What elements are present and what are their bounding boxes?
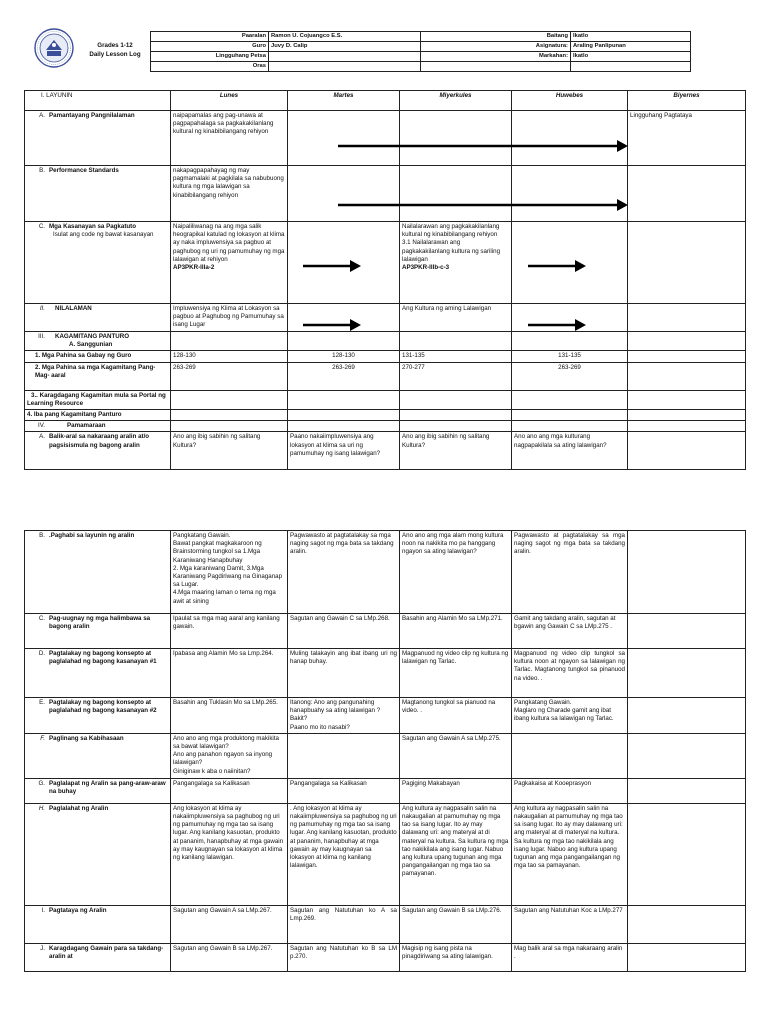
cell-thursday: Ang kultura ay nagpasalin salin na nakaugalian at pamumuhay ng mga tao sa isang lugar. Ito ay may dalawang uri: ang materyal at di materyal na kultura. Sa kultura ng mga tao nakikilala ang isang lugar. Nabuo ang kultura upang tugunan ang mga pangangailangan ng mga tao sa pamayanan. bbox=[512, 803, 628, 905]
cell-thursday bbox=[512, 332, 628, 351]
cell-thursday bbox=[512, 390, 628, 409]
grades-title: Grades 1-12 Daily Lesson Log bbox=[89, 42, 141, 58]
cell-tuesday: Sagutan ang Natutuhan ko B sa LM p.270. bbox=[288, 943, 400, 971]
cell-wednesday: Magisip ng isang pista na pinagdiriwang sa ating lalawigan. bbox=[400, 943, 512, 971]
cell-monday: Ipabasa ang Alamin Mo sa Lmp.264. bbox=[171, 649, 288, 698]
cell-monday: naipapamalas ang pag-unawa at pagpapahalaga sa pagkakakilanlang kultural ng kinabibilangang rehiyon bbox=[171, 111, 288, 166]
header-label: Baitang bbox=[421, 32, 571, 42]
right-arrow-icon bbox=[528, 318, 586, 332]
cell-friday bbox=[628, 390, 746, 409]
cell-thursday: Pangkatang Gawain. Maglaro ng Charade gamit ang ibat ibang kultura sa lalawigan ng Tarlac. bbox=[512, 698, 628, 734]
cell-wednesday bbox=[400, 332, 512, 351]
header-label bbox=[421, 62, 571, 72]
row-nilalaman bbox=[25, 304, 746, 332]
cell-monday: Impluwensiya ng Klima at Lokasyon sa pagbuo at Paghubog ng Pamumuhay sa isang Lugar bbox=[171, 304, 288, 332]
right-arrow-icon bbox=[338, 139, 628, 153]
row-sublabel: A. Sanggunian bbox=[69, 341, 113, 349]
header-value: Ramon U. Cojuangco E.S. bbox=[269, 32, 421, 42]
row-label: A. Pamantayang Pangnilalaman bbox=[25, 111, 171, 166]
header-value bbox=[571, 62, 691, 72]
cell-thursday: 131-135 bbox=[512, 351, 628, 362]
row-label: B. .Paghabi sa layunin ng aralin bbox=[25, 531, 171, 614]
cell-friday bbox=[628, 351, 746, 362]
cell-friday bbox=[628, 943, 746, 971]
row-mga-kasanayan bbox=[25, 222, 746, 304]
cell-tuesday: Sagutan ang Natutuhan ko A sa Lmp.269. bbox=[288, 905, 400, 943]
deped-seal-icon bbox=[34, 28, 74, 68]
cell-tuesday bbox=[288, 332, 400, 351]
day-thursday: Huwebes bbox=[512, 91, 628, 111]
cell-thursday: 263-269 bbox=[512, 362, 628, 390]
row-karagdagang-kagamitan bbox=[25, 390, 746, 409]
row-paghabi-sa-layunin bbox=[25, 531, 746, 614]
row-label: F. Paglinang sa Kabihasaan bbox=[25, 733, 171, 778]
cell-friday bbox=[628, 778, 746, 803]
cell-friday bbox=[628, 649, 746, 698]
header-value: Juvy D. Calip bbox=[269, 42, 421, 52]
row-paglalapat bbox=[25, 778, 746, 803]
cell-wednesday: Pagiging Makabayan bbox=[400, 778, 512, 803]
header-label: Paaralan bbox=[151, 32, 269, 42]
row-pagtalakay-2 bbox=[25, 698, 746, 734]
row-label: 1. Mga Pahina sa Gabay ng Guro bbox=[25, 351, 171, 362]
cell-wednesday: Magtanong tungkol sa pianuod na video. . bbox=[400, 698, 512, 734]
cell-tuesday bbox=[288, 390, 400, 409]
header-label: Markahan: bbox=[421, 52, 571, 62]
row-label: III. KAGAMITANG PANTURO A. Sanggunian bbox=[25, 332, 171, 351]
header-label: Asignatura: bbox=[421, 42, 571, 52]
cell-wednesday: Sagutan ang Gawain B sa LMp.276. bbox=[400, 905, 512, 943]
cell-wednesday bbox=[400, 111, 512, 166]
cell-monday: 263-269 bbox=[171, 362, 288, 390]
cell-wednesday: Ano ano ang mga alam mong kultura noon na nakikita mo pa hanggang ngayon sa ating lalawigan? bbox=[400, 531, 512, 614]
row-label: IV. Pamamaraan bbox=[25, 421, 171, 432]
header-row bbox=[151, 52, 691, 62]
cell-wednesday bbox=[400, 421, 512, 432]
cell-friday bbox=[628, 432, 746, 470]
cell-monday bbox=[171, 421, 288, 432]
row-paglalahat bbox=[25, 803, 746, 905]
row-label: E. Pagtalakay ng bagong konsepto at paglalahad ng bagong kasanayan #2 bbox=[25, 698, 171, 734]
cell-thursday bbox=[512, 166, 628, 222]
row-balik-aral bbox=[25, 432, 746, 470]
cell-tuesday bbox=[288, 409, 400, 420]
cell-text: Naipaliliwanag na ang mga salik heograpikal katulad ng lokasyon at klima ay naka impluwensiya sa pagbuo at paghubog ng uri ng pamumuhay ng mga lalawigan at rehiyon bbox=[173, 223, 285, 263]
right-arrow-icon bbox=[528, 259, 586, 273]
cell-thursday bbox=[512, 421, 628, 432]
cell-tuesday bbox=[288, 166, 400, 222]
cell-friday bbox=[628, 421, 746, 432]
header-value: Araling Panlipunan bbox=[571, 42, 691, 52]
cell-monday: Ano ang ibig sabihin ng salitang Kultura? bbox=[171, 432, 288, 470]
day-header-row bbox=[25, 91, 746, 111]
cell-friday bbox=[628, 531, 746, 614]
row-label: J. Karagdagang Gawain para sa takdang- aralin at bbox=[25, 943, 171, 971]
cell-monday: Basahin ang Tuklasin Mo sa LMp.265. bbox=[171, 698, 288, 734]
cell-monday bbox=[171, 222, 288, 304]
cell-tuesday: 128-130 bbox=[288, 351, 400, 362]
header-row bbox=[151, 32, 691, 42]
row-karagdagang-gawain bbox=[25, 943, 746, 971]
cell-friday bbox=[628, 409, 746, 420]
row-label: A. Balik-aral sa nakaraang aralin at/o pagsisismula ng bagong aralin bbox=[25, 432, 171, 470]
header-row bbox=[151, 42, 691, 52]
header-info-table bbox=[150, 31, 691, 72]
day-friday: Biyernes bbox=[628, 91, 746, 111]
cell-tuesday: . Ang lokasyon at klima ay nakaiimpluwensiya sa paghubog ng uri ng pamumuhay ng mga tao sa isang lugar. Ang kanilang kasuotan, produkto at pananim, hanapbuhay at mga gawain ay may kaugnayan sa lokasyon at klima ng kanilang lalawigan. bbox=[288, 803, 400, 905]
cell-thursday bbox=[512, 733, 628, 778]
cell-wednesday: Ang Kultura ng aming Lalawigan bbox=[400, 304, 512, 332]
cell-thursday: Magpanuod ng video clip tungkol sa kultura noon at ngayon sa lalawigan ng Tarlac. Magtanong tungkol sa pinanuod na video. . bbox=[512, 649, 628, 698]
cell-friday bbox=[628, 698, 746, 734]
cell-monday: Ang lokasyon at klima ay nakaiimpluwensiya sa paghubog ng uri ng pamumuhay ng mga tao sa isang lugar. Ang kanilang kasuotan, produkto at pananim, hanapbuhay at mga gawain ay may kaugnayan sa lokasyon at klima ng kanilang lalawigan. bbox=[171, 803, 288, 905]
cell-tuesday: Pagwawasto at pagtatalakay sa mga naging sagot ng mga bata sa takdang aralin. bbox=[288, 531, 400, 614]
competency-code: AP3PKR-IIIb-c-3 bbox=[402, 263, 450, 271]
header-value: Ikatlo bbox=[571, 32, 691, 42]
cell-friday bbox=[628, 733, 746, 778]
cell-wednesday bbox=[400, 390, 512, 409]
cell-thursday: Sagutan ang Natutuhan Koc a LMp.277 bbox=[512, 905, 628, 943]
cell-tuesday bbox=[288, 111, 400, 166]
row-pagtalakay-1 bbox=[25, 649, 746, 698]
cell-wednesday: 270-277 bbox=[400, 362, 512, 390]
cell-friday bbox=[628, 332, 746, 351]
row-label: G. Paglalapat ng Aralin sa pang-araw-araw na buhay bbox=[25, 778, 171, 803]
cell-monday bbox=[171, 390, 288, 409]
row-pagtataya bbox=[25, 905, 746, 943]
cell-friday bbox=[628, 222, 746, 304]
cell-monday: 128-130 bbox=[171, 351, 288, 362]
row-label: 4. Iba pang Kagamitang Panturo bbox=[25, 409, 171, 420]
cell-tuesday: Itanong: Ano ang pangunahing hanapbuahy sa ating lalawigan ? Bakit? Paano mo ito nasabi? bbox=[288, 698, 400, 734]
row-label: D. Pagtalakay ng bagong konsepto at paglalahad ng bagong kasanayan #1 bbox=[25, 649, 171, 698]
day-wednesday: Miyerkules bbox=[400, 91, 512, 111]
row-paglinang-sa-kabihasaan bbox=[25, 733, 746, 778]
day-tuesday: Martes bbox=[288, 91, 400, 111]
cell-monday bbox=[171, 332, 288, 351]
cell-tuesday: Sagutan ang Gawain C sa LMp.268. bbox=[288, 614, 400, 649]
row-iba-pang-kagamitan bbox=[25, 409, 746, 420]
cell-thursday: Pagkakaisa at Kooeprasyon bbox=[512, 778, 628, 803]
row-label: 2. Mga Pahina sa mga Kagamitang Pang- Mag- aaral bbox=[25, 362, 171, 390]
cell-thursday: Gamit ang takdang aralin, sagutan at bgawin ang Gawain C sa LMp.275 . bbox=[512, 614, 628, 649]
row-performance-standards bbox=[25, 166, 746, 222]
row-pamantayang-pangnilalaman bbox=[25, 111, 746, 166]
cell-friday bbox=[628, 905, 746, 943]
cell-wednesday: Sagutan ang Gawain A sa LMp.275. bbox=[400, 733, 512, 778]
row-pamamaraan bbox=[25, 421, 746, 432]
right-arrow-icon bbox=[303, 318, 361, 332]
cell-wednesday bbox=[400, 166, 512, 222]
cell-thursday: Mag balik aral sa mga nakaraang aralin . bbox=[512, 943, 628, 971]
cell-friday bbox=[628, 304, 746, 332]
cell-monday: Ano ano ang mga produktong makikita sa bawat lalawigan? Ano ang panahon ngayon sa inyong lalawigan? Giniginaw k aba o naiinitan? bbox=[171, 733, 288, 778]
cell-friday: Lingguhang Pagtataya bbox=[628, 111, 746, 166]
cell-monday: Pangkatang Gawain. Bawat pangkat magkakaroon ng Brainstorming tungkol sa 1.Mga Karaniwang Hanapbuhay 2. Mga karaniwang Damit, 3.Mga Karaniwang Pagdiriwang na Ginaganap sa Lugar. 4.Mga maaring laman o tema ng mga awit at sining bbox=[171, 531, 288, 614]
cell-friday bbox=[628, 166, 746, 222]
cell-thursday bbox=[512, 409, 628, 420]
cell-friday bbox=[628, 803, 746, 905]
cell-wednesday: Ano ang ibig sabihin ng salitang Kultura? bbox=[400, 432, 512, 470]
cell-monday: Ipaulat sa mga mag aaral ang kanilang gawain. bbox=[171, 614, 288, 649]
cell-monday: Pangangalaga sa Kalikasan bbox=[171, 778, 288, 803]
cell-tuesday: Pangangalaga sa Kalikasan bbox=[288, 778, 400, 803]
row-label: C. Pag-uugnay ng mga halimbawa sa bagong aralin bbox=[25, 614, 171, 649]
cell-friday bbox=[628, 362, 746, 390]
layunin-heading: I. LAYUNIN bbox=[25, 91, 171, 111]
cell-tuesday: Paano nakaiimpluwensiya ang lokasyon at klima sa uri ng pamumuhay ng isang lalawigan? bbox=[288, 432, 400, 470]
row-pag-uugnay bbox=[25, 614, 746, 649]
cell-wednesday: 131-135 bbox=[400, 351, 512, 362]
header-value bbox=[269, 62, 421, 72]
cell-text: Nailalarawan ang pagkakakilanlang kultural ng kinabibilangang rehiyon 3.1 Nailalarawan ang pagkakakilanlang kultura ng sariling lalawigan bbox=[402, 223, 501, 263]
row-label: I. Pagtataya ng Aralin bbox=[25, 905, 171, 943]
header-value bbox=[269, 52, 421, 62]
cell-tuesday: Muling talakayin ang ibat ibang uri ng hanap buhay. bbox=[288, 649, 400, 698]
cell-tuesday: 263-269 bbox=[288, 362, 400, 390]
cell-wednesday bbox=[400, 409, 512, 420]
header-label: Oras bbox=[151, 62, 269, 72]
cell-tuesday bbox=[288, 421, 400, 432]
cell-monday: nakapagpapahayag ng may pagmamalaki at pagkilala sa nabubuong kultura ng mga lalawigan sa kinabibilangang rehiyon bbox=[171, 166, 288, 222]
row-pahina-gabay-guro bbox=[25, 351, 746, 362]
row-label: B. Performance Standards bbox=[25, 166, 171, 222]
row-label: H. Paglalahat ng Aralin bbox=[25, 803, 171, 905]
cell-wednesday: Ang kultura ay nagpasalin salin na nakaugalian at pamumuhay ng mga tao sa isang lugar. Ito ay may dalawang uri: ang materyal at di materyal na kultura. Sa kultura ng mga tao nakikilala ang isang lugar. Nabuo ang kultura upang tugunan ang mga pangangailangan ng mga tao sa pamayanan. bbox=[400, 803, 512, 905]
row-pahina-kagamitang-mag-aaral bbox=[25, 362, 746, 390]
header-value: Ikatlo bbox=[571, 52, 691, 62]
cell-thursday: Pagwawasto at pagtatalakay sa mga naging sagot ng mga bata sa takdang aralin. bbox=[512, 531, 628, 614]
lesson-log-table-bottom bbox=[24, 530, 746, 972]
row-sublabel: Isulat ang code ng bawat kasanayan bbox=[53, 231, 154, 239]
row-label: 3.. Karagdagang Kagamitan mula sa Portal ng Learning Resource bbox=[25, 390, 171, 409]
row-label: C. Mga Kasanayan sa Pagkatuto Isulat ang code ng bawat kasanayan bbox=[25, 222, 171, 304]
cell-friday bbox=[628, 614, 746, 649]
header-row bbox=[151, 62, 691, 72]
header-label: Guro bbox=[151, 42, 269, 52]
competency-code: AP3PKR-IIIa-2 bbox=[173, 263, 215, 271]
cell-wednesday: Magpanuod ng video clip ng kultura ng lalawigan ng Tarlac. bbox=[400, 649, 512, 698]
cell-tuesday bbox=[288, 733, 400, 778]
cell-monday: Sagutan ang Gawain A sa LMp.267. bbox=[171, 905, 288, 943]
right-arrow-icon bbox=[338, 198, 628, 212]
cell-monday bbox=[171, 409, 288, 420]
row-label: II. NILALAMAN bbox=[25, 304, 171, 332]
cell-wednesday bbox=[400, 222, 512, 304]
cell-wednesday: Basahin ang Alamin Mo sa LMp.271. bbox=[400, 614, 512, 649]
cell-thursday bbox=[512, 111, 628, 166]
day-monday: Lunes bbox=[171, 91, 288, 111]
right-arrow-icon bbox=[303, 259, 361, 273]
cell-monday: Sagutan ang Gawain B sa LMp.267. bbox=[171, 943, 288, 971]
row-kagamitang-panturo bbox=[25, 332, 746, 351]
header-label: Lingguhang Petsa bbox=[151, 52, 269, 62]
cell-thursday: Ano ano ang mga kulturang nagpapakilala sa ating lalawigan? bbox=[512, 432, 628, 470]
